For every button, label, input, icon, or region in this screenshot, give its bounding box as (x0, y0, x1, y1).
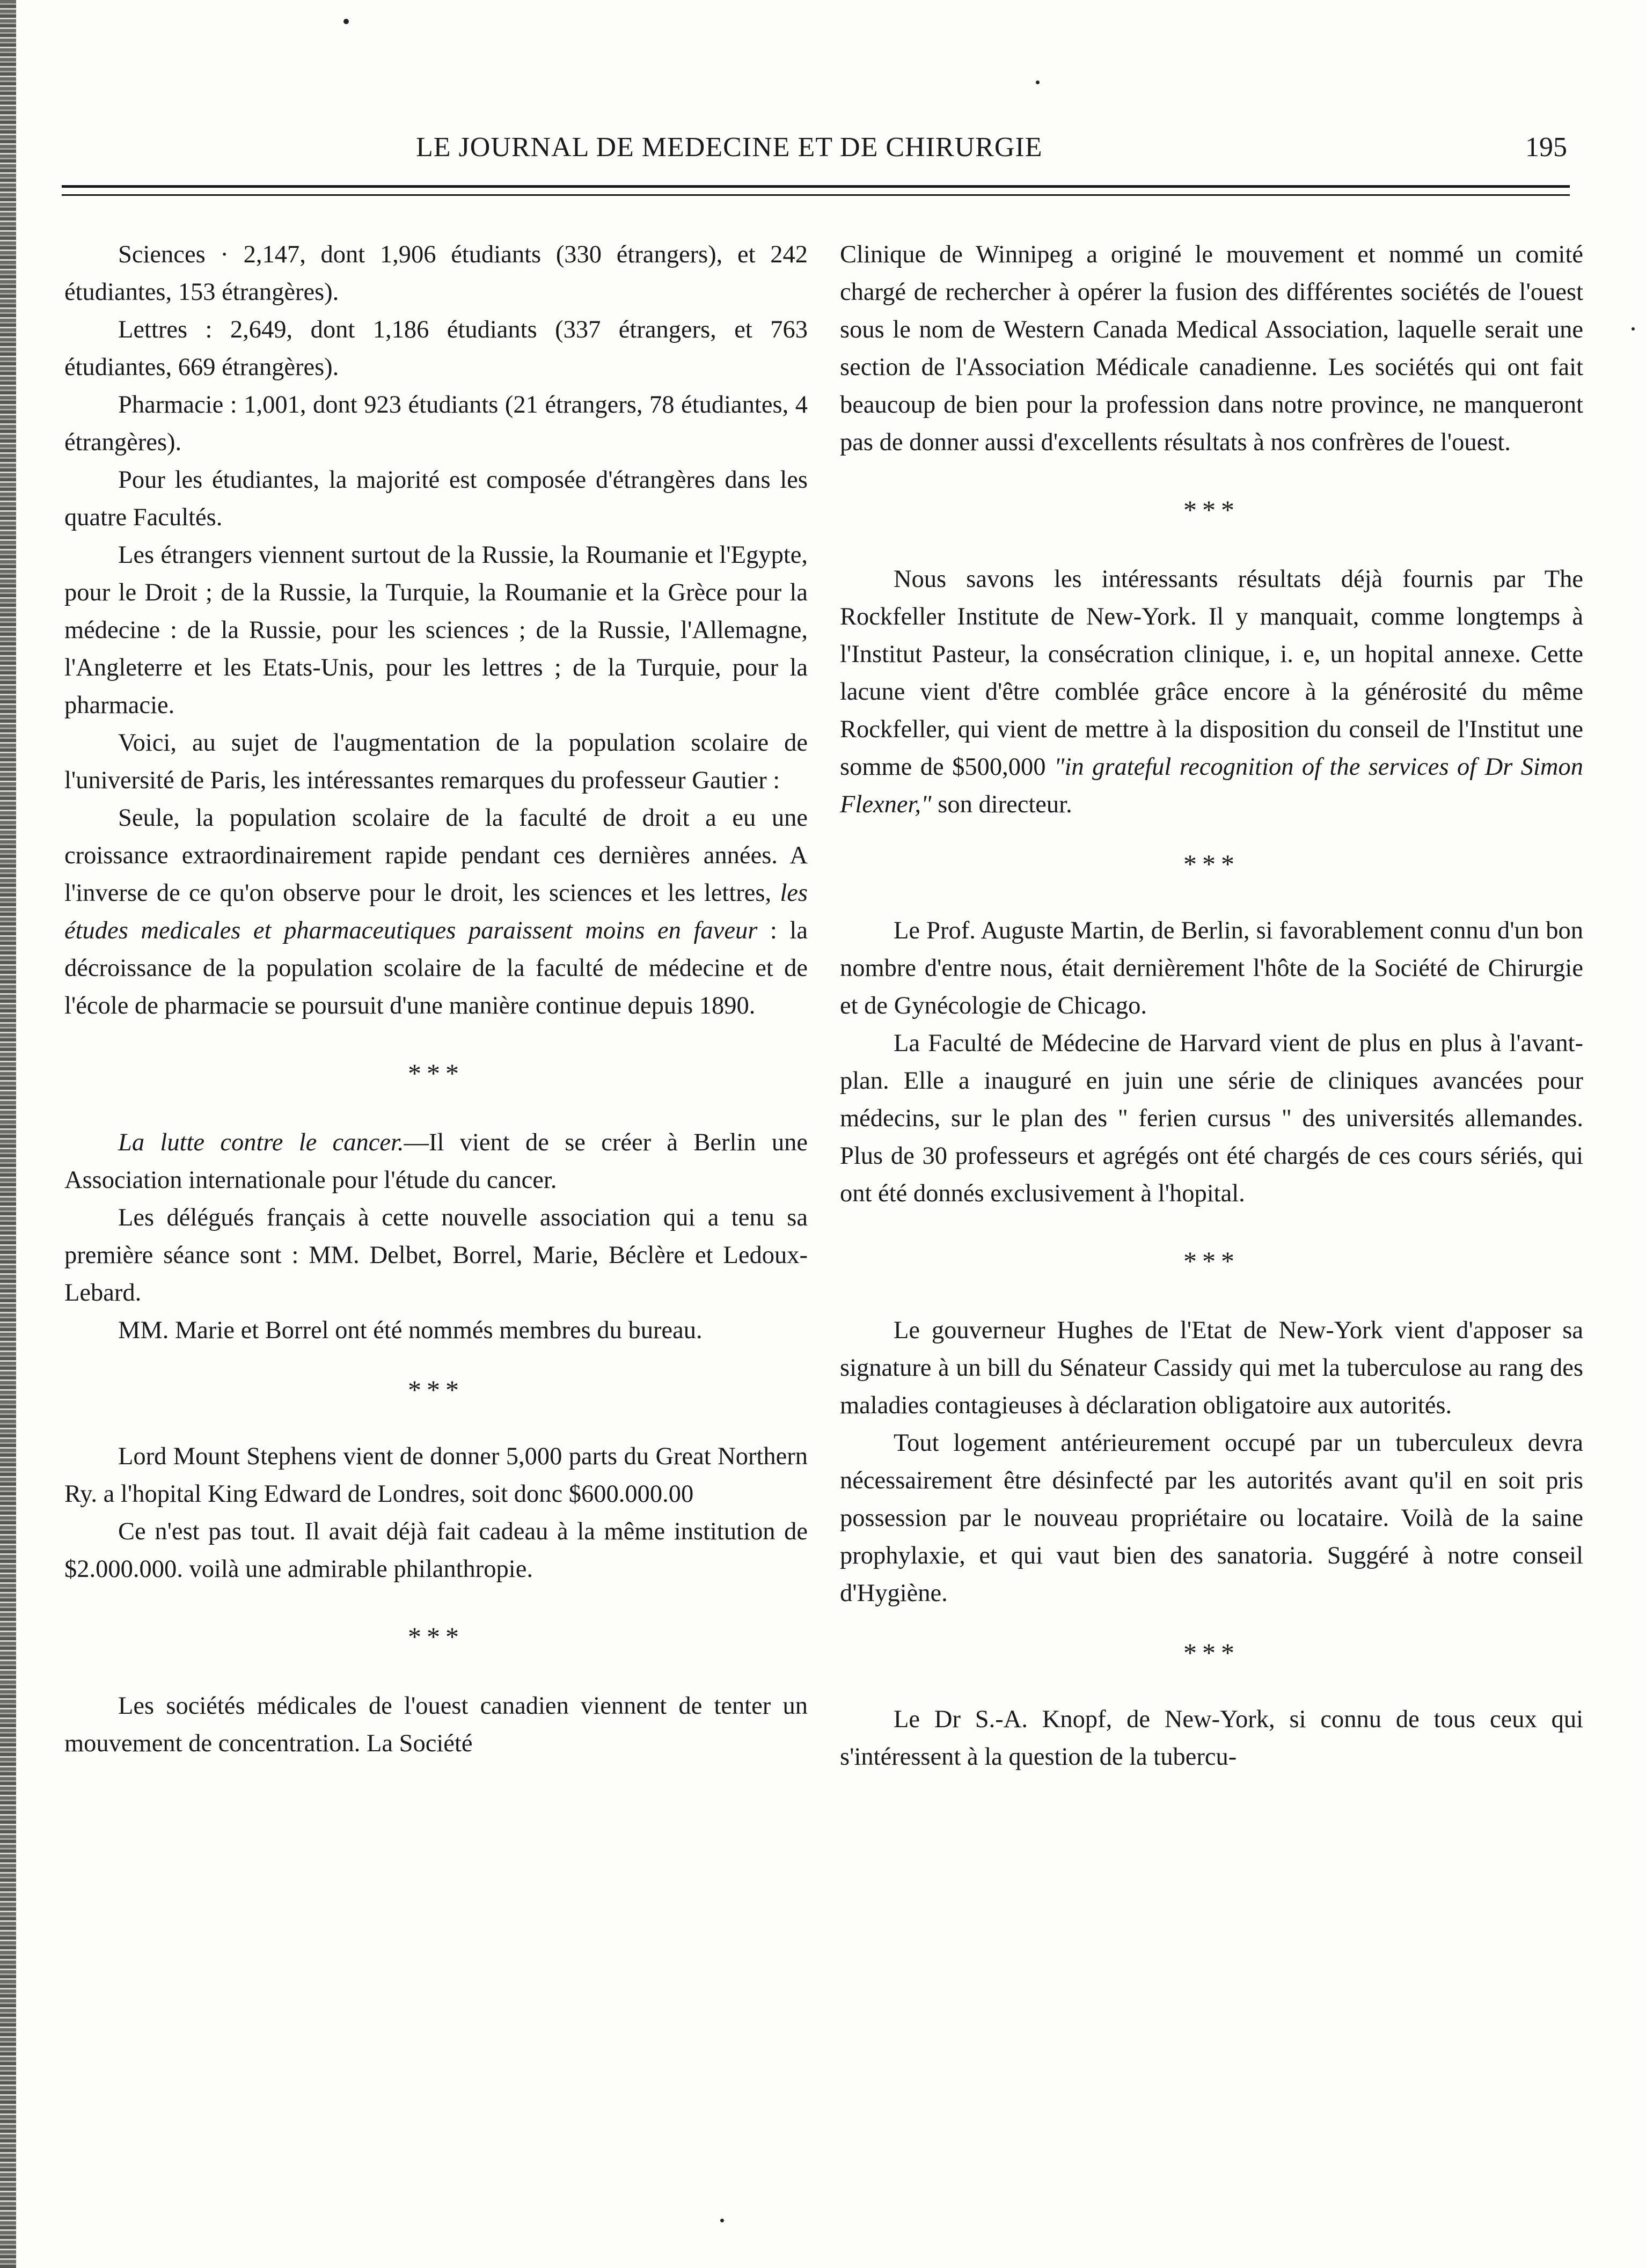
scan-speck (720, 2219, 724, 2222)
rockfeller-text-end: son directeur. (931, 791, 1072, 818)
cancer-text: —Il vient de se créer à Berlin une Association internationale pour l'étude du cancer. (64, 1129, 808, 1194)
paragraph-lord-mount-stephens: Lord Mount Stephens vient de donner 5,000 parts du Great Northern Ry. a l'hopital King Edward de Londres, soit donc $600.000.00 (64, 1443, 808, 1508)
rockfeller-text-start: Nous savons les intéressants résultats déjà fournis par The Rockfeller Institute de New-York. Il y manquait, comme longtemps à l'Institut Pasteur, la consécration clinique, i. e, un hopital annexe. Cette lacune vient d'être comblée grâce encore à la générosité du même Rockfeller, qui vient de mettre à la disposition du conseil de l'Institut une somme de $500,000 (840, 566, 1583, 781)
paragraph-delegues: Les délégués français à cette nouvelle association qui a tenu sa première séance sont : MM. Delbet, Borrel, Marie, Béclère et Ledoux-Lebard. (64, 1204, 808, 1307)
paragraph-etudiantes: Pour les étudiantes, la majorité est composée d'étrangères dans les quatre Facultés. (64, 466, 808, 531)
paragraph-gautier-quote (64, 799, 808, 1025)
paragraph-cancer (64, 1124, 808, 1199)
quote-text-end: : la décroissance de la population scolaire de la faculté de médecine et de l'école de pharmacie se poursuit d'une manière continue depuis 1890. (64, 917, 808, 1019)
paragraph-etrangers: Les étrangers viennent surtout de la Russie, la Roumanie et l'Egypte, pour le Droit ; de la Russie, la Turquie, la Roumanie et la Grèce pour la médecine : de la Russie, pour les sciences ; de la Russie, l'Allemagne, l'Angleterre et les Etats-Unis, pour les lettres ; de la Turquie, pour la pharmacie. (64, 541, 808, 719)
rockfeller-quote: "in grateful recognition of the services of Dr Simon Flexner," (840, 753, 1583, 818)
quote-italic: les études medicales et pharmaceutiques paraissent moins en faveur (64, 879, 808, 944)
paragraph-bureau: MM. Marie et Borrel ont été nommés membres du bureau. (118, 1317, 703, 1344)
scan-speck (1632, 327, 1635, 331)
running-head (64, 131, 1567, 169)
paragraph-philanthropie: Ce n'est pas tout. Il avait déjà fait cadeau à la même institution de $2.000.000. voilà une admirable philanthropie. (64, 1518, 808, 1583)
section-separator: *** (1183, 1638, 1240, 1668)
scan-binding-edge (0, 0, 16, 2268)
right-column (840, 236, 1583, 1776)
scan-speck (1036, 80, 1040, 84)
section-separator: *** (408, 1621, 464, 1652)
paragraph-societes-ouest: Les sociétés médicales de l'ouest canadien viennent de tenter un mouvement de concentration. La Société (64, 1692, 808, 1757)
scan-speck (343, 19, 349, 24)
paragraph-augmentation: Voici, au sujet de l'augmentation de la population scolaire de l'université de Paris, les intéressantes remarques du professeur Gautier : (64, 729, 808, 794)
paragraph-hughes: Le gouverneur Hughes de l'Etat de New-York vient d'apposer sa signature à un bill du Sénateur Cassidy qui met la tuberculose au rang des maladies contagieuses à déclaration obligatoire aux autorités. (840, 1317, 1583, 1419)
section-separator: *** (1183, 1246, 1240, 1276)
page-number: 195 (1525, 132, 1567, 163)
section-separator: *** (1183, 849, 1240, 879)
header-rule-thin (62, 194, 1570, 196)
section-separator: *** (1183, 495, 1240, 525)
paragraph-winnipeg: Clinique de Winnipeg a originé le mouvement et nommé un comité chargé de rechercher à opérer la fusion des différentes sociétés de l'ouest sous le nom de Western Canada Medical Association, laquelle serait une section de l'Association Médicale canadienne. Les sociétés qui ont fait beaucoup de bien pour la profession dans notre province, ne manqueront pas de donner aussi d'excellents résultats à nos confrères de l'ouest. (840, 241, 1583, 456)
paragraph-lettres: Lettres : 2,649, dont 1,186 étudiants (337 étrangers, et 763 étudiantes, 669 étrangères). (64, 316, 808, 381)
paragraph-sciences: Sciences · 2,147, dont 1,906 étudiants (330 étrangers), et 242 étudiantes, 153 étrangères). (64, 241, 808, 306)
quote-text-start: Seule, la population scolaire de la faculté de droit a eu une croissance extraordinairement rapide pendant ces dernières années. A l'inverse de ce qu'on observe pour le droit, les sciences et les lettres, (64, 804, 808, 907)
section-separator: *** (408, 1058, 464, 1088)
paragraph-logement: Tout logement antérieurement occupé par un tuberculeux devra nécessairement être désinfecté par les autorités avant qu'il en soit pris possession par le nouveau propriétaire ou locataire. Voilà de la saine prophylaxie, et qui vaut bien des sanatoria. Suggéré à notre conseil d'Hygiène. (840, 1429, 1583, 1607)
journal-title: LE JOURNAL DE MEDECINE ET DE CHIRURGIE (416, 132, 1043, 163)
header-rule (62, 185, 1570, 188)
paragraph-pharmacie: Pharmacie : 1,001, dont 923 étudiants (21 étrangers, 78 étudiantes, 4 étrangères). (64, 391, 808, 456)
paragraph-knopf: Le Dr S.-A. Knopf, de New-York, si connu de tous ceux qui s'intéressent à la question de la tubercu- (840, 1706, 1583, 1771)
cancer-heading: La lutte contre le cancer. (118, 1129, 404, 1156)
paragraph-harvard: La Faculté de Médecine de Harvard vient de plus en plus à l'avant-plan. Elle a inauguré en juin une série de cliniques avancées pour médecins, sur le plan des " ferien cursus " des universités allemandes. Plus de 30 professeurs et agrégés ont été chargés de ces cours sériés, qui ont été donnés exclusivement à l'hopital. (840, 1030, 1583, 1207)
paragraph-rockfeller (840, 561, 1583, 824)
left-column (64, 236, 808, 1763)
section-separator: *** (408, 1375, 464, 1405)
paragraph-auguste-martin: Le Prof. Auguste Martin, de Berlin, si favorablement connu d'un bon nombre d'entre nous, était dernièrement l'hôte de la Société de Chirurgie et de Gynécologie de Chicago. (840, 917, 1583, 1019)
